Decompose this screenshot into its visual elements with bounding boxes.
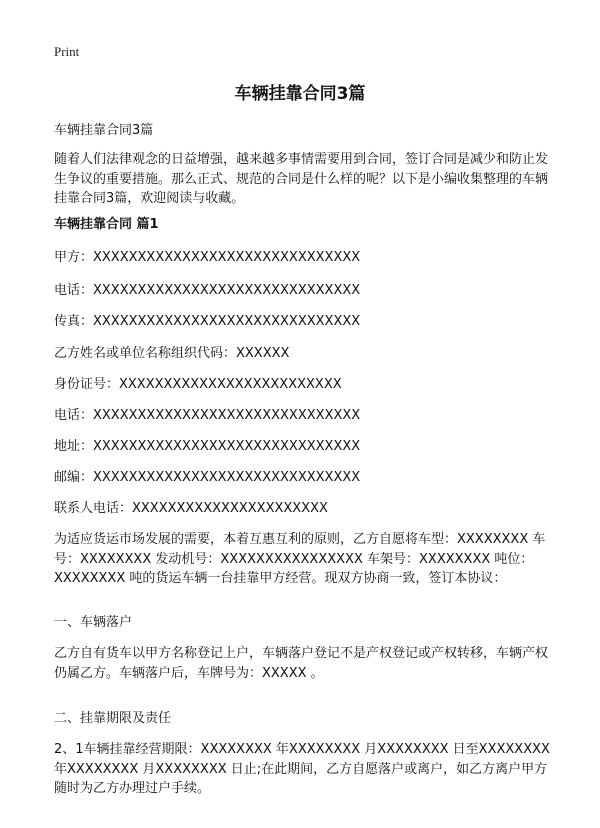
section-2-heading: 二、挂靠期限及责任 [54, 711, 172, 726]
contact-phone-field: 联系人电话：XXXXXXXXXXXXXXXXXXXXXX [54, 501, 328, 516]
document-subtitle: 车辆挂靠合同3篇 [54, 123, 154, 138]
section-1-text: 乙方自有货车以甲方名称登记上户，车辆落户登记不是产权登记或产权转移，车辆产权仍属乙方。车辆落户后，车牌号为：XXXXX 。 [54, 646, 549, 681]
id-number-field: 身份证号：XXXXXXXXXXXXXXXXXXXXXXXXX [54, 377, 342, 392]
section-heading: 车辆挂靠合同 篇1 [54, 217, 159, 232]
address-field: 地址：XXXXXXXXXXXXXXXXXXXXXXXXXXXXXX [54, 439, 361, 454]
postcode-field: 邮编：XXXXXXXXXXXXXXXXXXXXXXXXXXXXXX [54, 470, 361, 485]
fax-a-field: 传真：XXXXXXXXXXXXXXXXXXXXXXXXXXXXXX [54, 314, 361, 329]
agreement-paragraph: 为适应货运市场发展的需要，本着互惠互利的原则，乙方自愿将车型：XXXXXXXX 车号：XXXXXXXX 发动机号：XXXXXXXXXXXXXXXX 车架号：XXXXXXXX 吨位：XXXXXXXX 吨的货运车辆一台挂靠甲方经营。现双方协商一致，签订本协议： [54, 532, 546, 586]
party-b-org-field: 乙方姓名或单位名称组织代码：XXXXXX [54, 346, 290, 361]
intro-paragraph: 随着人们法律观念的日益增强，越来越多事情需要用到合同，签订合同是减少和防止发生争议的重要措施。那么正式、规范的合同是什么样的呢？以下是小编收集整理的车辆挂靠合同3篇，欢迎阅读与收藏。 [54, 152, 549, 206]
section-2-text: 2、1车辆挂靠经营期限：XXXXXXXX 年XXXXXXXX 月XXXXXXXX 日至XXXXXXXX 年XXXXXXXX 月XXXXXXXX 日止;在此期间，乙方自愿落户或离户，如乙方离户甲方随时为乙方办理过户手续。 [54, 742, 550, 796]
phone-b-field: 电话：XXXXXXXXXXXXXXXXXXXXXXXXXXXXXX [54, 408, 361, 423]
print-link[interactable]: Print [54, 44, 80, 59]
phone-a-field: 电话：XXXXXXXXXXXXXXXXXXXXXXXXXXXXXX [54, 283, 361, 298]
document-title: 车辆挂靠合同3篇 [234, 84, 366, 104]
party-a-field: 甲方：XXXXXXXXXXXXXXXXXXXXXXXXXXXXXX [54, 250, 361, 265]
section-1-heading: 一、车辆落户 [54, 615, 133, 630]
